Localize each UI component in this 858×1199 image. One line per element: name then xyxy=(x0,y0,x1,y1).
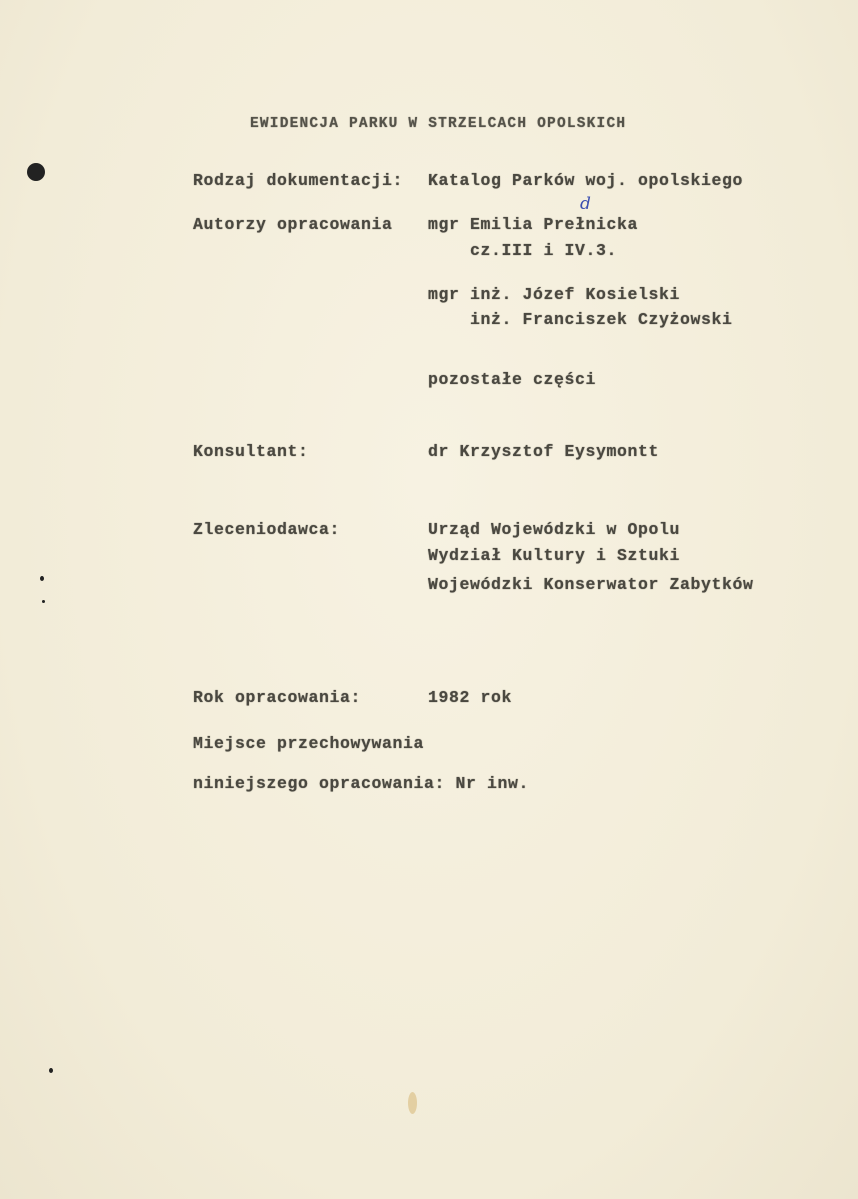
edge-mark xyxy=(42,600,45,603)
type-value: Katalog Parków woj. opolskiego xyxy=(428,171,744,190)
client-line-2: Wydział Kultury i Sztuki xyxy=(428,546,681,565)
author-2: mgr inż. Józef Kosielski xyxy=(428,285,681,304)
storage-line-2: niniejszego opracowania: Nr inw. xyxy=(193,774,530,793)
client-label: Zleceniodawca: xyxy=(193,520,341,539)
author-1: mgr Emilia Prełnicka xyxy=(428,215,639,234)
client-line-1: Urząd Wojewódzki w Opolu xyxy=(428,520,681,539)
consultant-value: dr Krzysztof Eysymontt xyxy=(428,442,660,461)
punch-hole-mark xyxy=(27,163,45,181)
storage-line-1: Miejsce przechowywania xyxy=(193,734,425,753)
paper-stain xyxy=(408,1092,417,1114)
edge-mark xyxy=(49,1068,53,1073)
authors-label: Autorzy opracowania xyxy=(193,215,393,234)
author-3: inż. Franciszek Czyżowski xyxy=(470,310,733,329)
client-line-3: Wojewódzki Konserwator Zabytków xyxy=(428,575,754,594)
document-title: EWIDENCJA PARKU W STRZELCACH OPOLSKICH xyxy=(250,116,627,132)
consultant-label: Konsultant: xyxy=(193,442,309,461)
year-value: 1982 rok xyxy=(428,688,513,707)
type-label: Rodzaj dokumentacji: xyxy=(193,171,404,190)
year-label: Rok opracowania: xyxy=(193,688,362,707)
authors-2-3-parts: pozostałe części xyxy=(428,370,597,389)
edge-mark xyxy=(40,576,44,581)
handwritten-correction: d xyxy=(580,194,591,214)
author-1-parts: cz.III i IV.3. xyxy=(470,241,618,260)
